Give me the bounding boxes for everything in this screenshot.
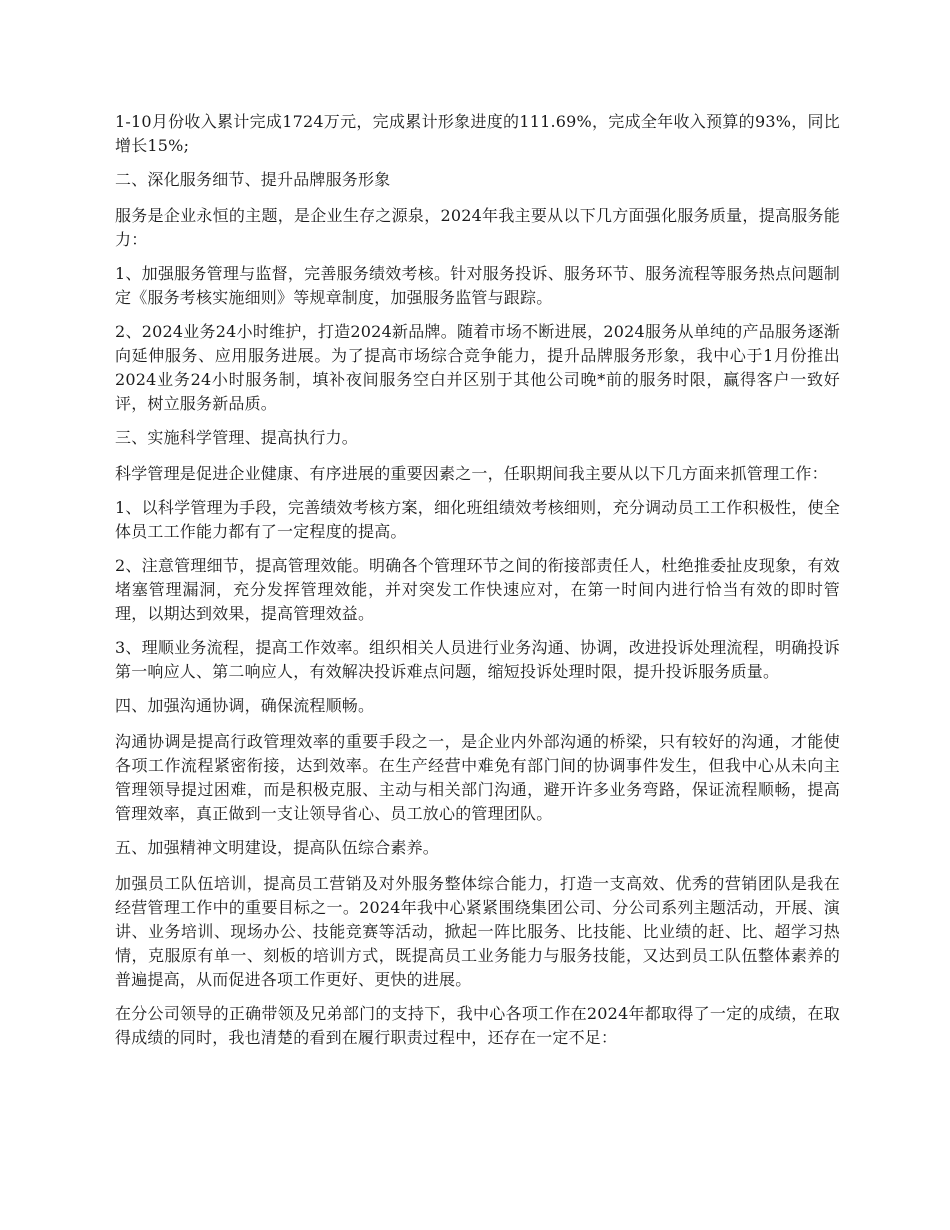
paragraph-conclusion: 在分公司领导的正确带领及兄弟部门的支持下，我中心各项工作在2024年都取得了一定的成绩，在取得成绩的同时，我也清楚的看到在履行职责过程中，还存在一定不足： [115,1004,840,1047]
section-heading-2: 二、深化服务细节、提升品牌服务形象 [115,170,391,189]
section-heading-4: 四、加强沟通协调，确保流程顺畅。 [115,696,375,715]
paragraph-team-training: 加强员工队伍培训，提高员工营销及对外服务整体综合能力，打造一支高效、优秀的营销团队是我在经营管理工作中的重要目标之一。2024年我中心紧紧围绕集团公司、分公司系列主题活动，开展、演讲、业务培训、现场办公、技能竞赛等活动，掀起一阵比服务、比技能、比业绩的赶、比、超学习热情，克服原有单一、刻板的培训方式，既提高员工业务能力与服务技能，又达到员工队伍整体素养的普遍提高，从而促进各项工作更好、更快的进展。 [115,874,840,989]
paragraph-management-item-3: 3、理顺业务流程，提高工作效率。组织相关人员进行业务沟通、协调，改进投诉处理流程，明确投诉第一响应人、第二响应人，有效解决投诉难点问题，缩短投诉处理时限，提升投诉服务质量。 [115,638,840,681]
document-body [115,110,840,1060]
paragraph-service-item-2: 2、2024业务24小时维护，打造2024新品牌。随着市场不断进展，2024服务从单纯的产品服务逐渐向延伸服务、应用服务进展。为了提高市场综合竞争能力，提升品牌服务形象，我中心于1月份推出2024业务24小时服务制，填补夜间服务空白并区别于其他公司晚*前的服务时限，赢得客户一致好评，树立服务新品质。 [115,322,840,413]
paragraph-communication: 沟通协调是提高行政管理效率的重要手段之一，是企业内外部沟通的桥梁，只有较好的沟通，才能使各项工作流程紧密衔接，达到效率。在生产经营中难免有部门间的协调事件发生，但我中心从未向主管理领导提过困难，而是积极克服、主动与相关部门沟通，避开许多业务弯路，保证流程顺畅，提高管理效率，真正做到一支让领导省心、员工放心的管理团队。 [115,732,840,823]
section-heading-3: 三、实施科学管理、提高执行力。 [115,428,359,447]
paragraph-service-item-1: 1、加强服务管理与监督，完善服务绩效考核。针对服务投诉、服务环节、服务流程等服务热点问题制定《服务考核实施细则》等规章制度，加强服务监管与跟踪。 [115,264,840,307]
paragraph-service-intro: 服务是企业永恒的主题，是企业生存之源泉，2024年我主要从以下几方面强化服务质量，提高服务能力： [115,206,840,249]
paragraph-management-item-2: 2、注意管理细节，提高管理效能。明确各个管理环节之间的衔接部责任人，杜绝推委扯皮现象，有效堵塞管理漏洞，充分发挥管理效能，并对突发工作快速应对，在第一时间内进行恰当有效的即时管理，以期达到效果，提高管理效益。 [115,556,840,623]
paragraph-revenue-summary: 1-10月份收入累计完成1724万元，完成累计形象进度的111.69%，完成全年收入预算的93%，同比增长15%; [115,112,840,155]
paragraph-management-intro: 科学管理是促进企业健康、有序进展的重要因素之一，任职期间我主要从以下几方面来抓管理工作： [115,464,828,483]
section-heading-5: 五、加强精神文明建设，提高队伍综合素养。 [115,838,440,857]
paragraph-management-item-1: 1、以科学管理为手段，完善绩效考核方案，细化班组绩效考核细则，充分调动员工工作积极性，使全体员工工作能力都有了一定程度的提高。 [115,498,840,541]
